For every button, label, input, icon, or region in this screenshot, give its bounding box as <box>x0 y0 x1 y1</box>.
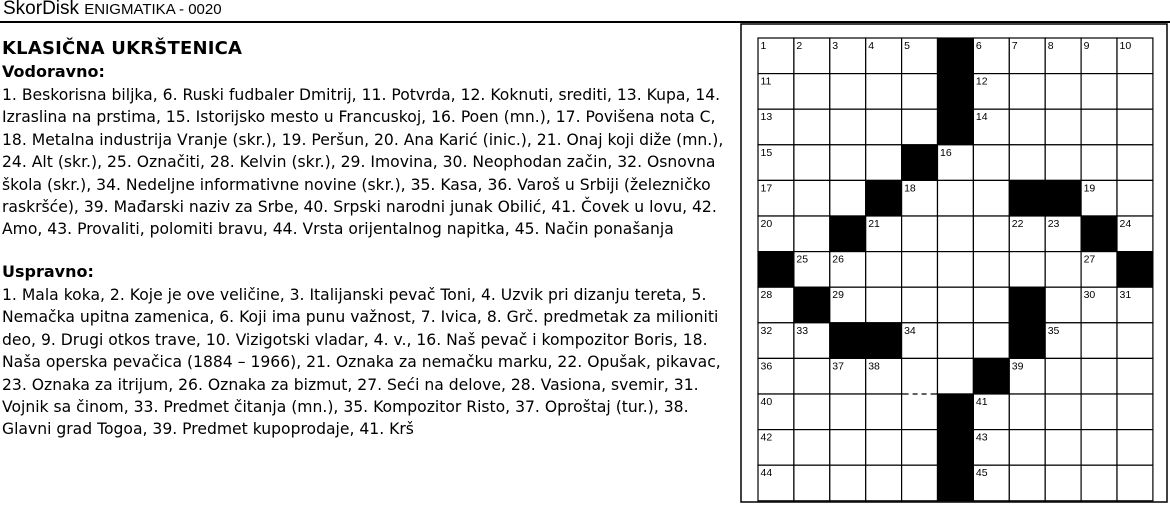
grid-cell[interactable] <box>866 109 902 145</box>
grid-cell[interactable] <box>973 287 1009 323</box>
grid-cell[interactable] <box>1009 430 1045 466</box>
grid-block <box>1117 252 1153 288</box>
grid-cell[interactable] <box>902 252 938 288</box>
grid-cell[interactable] <box>1117 145 1153 181</box>
cell-number: 9 <box>1083 40 1090 52</box>
cell-number: 27 <box>1083 253 1096 266</box>
grid-cell[interactable] <box>830 430 866 466</box>
grid-cell[interactable] <box>1009 74 1045 110</box>
cell-number: 2 <box>796 40 803 52</box>
grid-cell[interactable] <box>902 74 938 110</box>
cell-number: 44 <box>760 467 773 480</box>
grid-cell[interactable] <box>902 394 938 430</box>
grid-cell[interactable] <box>902 216 938 252</box>
grid-cell[interactable] <box>1009 252 1045 288</box>
cell-number: 13 <box>760 111 773 124</box>
cell-number: 17 <box>760 182 773 195</box>
grid-cell[interactable] <box>794 109 830 145</box>
cell-number: 36 <box>760 360 773 373</box>
grid-cell[interactable] <box>794 465 830 501</box>
grid-cell[interactable] <box>938 358 974 394</box>
grid-cell[interactable] <box>866 465 902 501</box>
cell-number: 1 <box>760 40 767 52</box>
grid-cell[interactable] <box>866 74 902 110</box>
grid-cell[interactable] <box>938 323 974 359</box>
grid-cell[interactable] <box>973 323 1009 359</box>
grid-cell[interactable] <box>1045 287 1081 323</box>
grid-cell[interactable] <box>902 430 938 466</box>
grid-block <box>1081 216 1117 252</box>
grid-cell[interactable] <box>1045 145 1081 181</box>
down-clues: 1. Mala koka, 2. Koje je ove veličine, 3. Italijanski pevač Toni, 4. Uzvik pri dizanju tereta, 5. Nemačka upitna zamenica, 6. Koji ima punu važnost, 7. Ivica, 8. Grč. predmetak za milioniti deo, 9. Drugi otkos trave, 10. Vizigotski vladar, 4. v., 16. Naš pevač i kompozitor Boris, 18. Naša operska pevačica (1884 – 1966), 21. Oznaka za nemačku marku, 22. Opušak, pikavac, 23. Oznaka za itrijum, 26. Oznaka za bizmut, 27. Seći na delove, 28. Vasiona, svemir, 31. Vojnik sa činom, 33. Predmet čitanja (mn.), 35. Kompozitor Risto, 37. Oproštaj (tur.), 38. Glavni grad Togoa, 39. Predmet kupoprodaje, 41. Krš <box>2 286 721 439</box>
cell-number: 18 <box>904 182 916 195</box>
cell-number: 34 <box>904 324 916 337</box>
grid-cell[interactable] <box>1045 74 1081 110</box>
grid-cell[interactable] <box>1045 252 1081 288</box>
grid-cell[interactable] <box>1081 74 1117 110</box>
grid-block <box>938 109 974 145</box>
grid-cell[interactable] <box>1081 323 1117 359</box>
grid-cell[interactable] <box>973 180 1009 216</box>
grid-cell[interactable] <box>1117 394 1153 430</box>
grid-cell[interactable] <box>794 180 830 216</box>
brand-name: SkorDisk <box>3 0 80 19</box>
grid-cell[interactable] <box>902 358 938 394</box>
cell-number: 12 <box>975 75 988 88</box>
grid-block <box>1009 287 1045 323</box>
cell-number: 19 <box>1083 182 1096 195</box>
grid-cell[interactable] <box>830 145 866 181</box>
grid-block <box>938 38 974 74</box>
cell-number: 16 <box>940 146 952 159</box>
grid-cell[interactable] <box>1081 358 1117 394</box>
cell-number: 31 <box>1119 289 1132 302</box>
cell-number: 39 <box>1011 360 1024 373</box>
grid-cell[interactable] <box>1117 74 1153 110</box>
grid-block <box>938 74 974 110</box>
grid-cell[interactable] <box>830 74 866 110</box>
cell-number: 42 <box>760 431 773 444</box>
cell-number: 45 <box>975 467 988 480</box>
grid-cell[interactable] <box>1081 394 1117 430</box>
grid-block <box>758 252 794 288</box>
grid-cell[interactable] <box>866 145 902 181</box>
grid-cell[interactable] <box>794 430 830 466</box>
cell-number: 11 <box>760 75 772 88</box>
cell-number: 8 <box>1047 40 1054 52</box>
cell-number: 10 <box>1119 40 1132 52</box>
grid-cell[interactable] <box>938 287 974 323</box>
grid-cell[interactable] <box>1117 323 1153 359</box>
cell-number: 14 <box>975 111 988 124</box>
grid-cell[interactable] <box>1045 109 1081 145</box>
grid-cell[interactable] <box>1117 430 1153 466</box>
grid-cell[interactable] <box>866 430 902 466</box>
cell-number: 25 <box>796 253 809 266</box>
grid-cell[interactable] <box>938 216 974 252</box>
grid-cell[interactable] <box>1117 358 1153 394</box>
cell-number: 22 <box>1011 218 1024 230</box>
grid-cell[interactable] <box>794 145 830 181</box>
grid-cell[interactable] <box>902 465 938 501</box>
grid-cell[interactable] <box>1009 109 1045 145</box>
grid-cell[interactable] <box>1045 394 1081 430</box>
grid-cell[interactable] <box>830 394 866 430</box>
grid-block <box>1045 180 1081 216</box>
grid-cell[interactable] <box>973 145 1009 181</box>
cell-number: 15 <box>760 146 773 159</box>
grid-cell[interactable] <box>830 109 866 145</box>
grid-block <box>830 216 866 252</box>
grid-cell[interactable] <box>938 180 974 216</box>
cell-number: 3 <box>832 40 839 52</box>
across-clues: 1. Beskorisna biljka, 6. Ruski fudbaler Dmitrij, 11. Potvrda, 12. Koknuti, srediti, 13. Kupa, 14. Izraslina na prstima, 15. Istorijsko mesto u Francuskoj, 16. Poen (mn.), 17. Povišena nota C, 18. Metalna industrija Vranje (skr.), 19. Peršun, 20. Ana Karić (inic.), 21. Onaj koji diže (mn.), 24. Alt (skr.), 25. Označiti, 28. Kelvin (skr.), 29. Imovina, 30. Neophodan začin, 32. Osnovna škola (skr.), 34. Nedeljne informativne novine (skr.), 35. Kasa, 36. Varoš u Srbiji (železničko raskršće), 39. Mađarski naziv za Srbe, 40. Srpski narodni junak Obilić, 41. Čovek u lovu, 42. Amo, 43. Provaliti, polomiti bravu, 44. Vrsta orijentalnog napitka, 45. Način ponašanja <box>2 86 724 239</box>
cell-number: 30 <box>1083 289 1096 302</box>
grid-cell[interactable] <box>902 287 938 323</box>
grid-cell[interactable] <box>1117 180 1153 216</box>
grid-cell[interactable] <box>1117 109 1153 145</box>
grid-cell[interactable] <box>938 252 974 288</box>
grid-block <box>902 145 938 181</box>
grid-cell[interactable] <box>794 216 830 252</box>
grid-block <box>973 358 1009 394</box>
grid-cell[interactable] <box>1081 109 1117 145</box>
cell-number: 6 <box>975 40 982 52</box>
cell-number: 23 <box>1047 218 1060 230</box>
cell-number: 32 <box>760 324 773 337</box>
cell-number: 21 <box>868 218 880 230</box>
grid-cell[interactable] <box>830 465 866 501</box>
cell-number: 5 <box>904 40 910 52</box>
grid-cell[interactable] <box>1081 465 1117 501</box>
grid-cell[interactable] <box>1081 145 1117 181</box>
grid-cell[interactable] <box>794 394 830 430</box>
cell-number: 41 <box>975 396 988 408</box>
cell-number: 33 <box>796 324 809 337</box>
cell-number: 29 <box>832 289 844 302</box>
cell-number: 35 <box>1047 324 1060 337</box>
grid-block <box>1009 323 1045 359</box>
cell-number: 24 <box>1119 218 1132 230</box>
cell-number: 37 <box>832 360 844 373</box>
grid-cell[interactable] <box>1009 394 1045 430</box>
grid-block <box>938 465 974 501</box>
cell-number: 38 <box>868 360 880 373</box>
grid-cell[interactable] <box>866 394 902 430</box>
grid-cell[interactable] <box>794 74 830 110</box>
grid-cell[interactable] <box>866 287 902 323</box>
cell-number: 26 <box>832 253 844 266</box>
grid-block <box>866 180 902 216</box>
grid-block <box>830 323 866 359</box>
puzzle-title: KLASIČNA UKRŠTENICA <box>2 38 243 59</box>
cell-number: 28 <box>760 289 773 302</box>
across-heading: Vodoravno: <box>2 62 105 81</box>
cell-number: 40 <box>760 396 773 408</box>
grid-cell[interactable] <box>973 252 1009 288</box>
grid-cell[interactable] <box>1081 430 1117 466</box>
cell-number: 4 <box>868 40 875 52</box>
grid-cell[interactable] <box>1045 358 1081 394</box>
cell-number: 43 <box>975 431 988 444</box>
cell-number: 7 <box>1011 40 1018 52</box>
down-heading: Uspravno: <box>2 262 94 281</box>
grid-cell[interactable] <box>973 216 1009 252</box>
grid-cell[interactable] <box>902 109 938 145</box>
grid-cell[interactable] <box>1117 465 1153 501</box>
grid-cell[interactable] <box>830 180 866 216</box>
grid-block <box>938 430 974 466</box>
grid-block <box>938 394 974 430</box>
cell-number: 20 <box>760 218 773 230</box>
grid-cell[interactable] <box>794 358 830 394</box>
grid-cell[interactable] <box>1045 465 1081 501</box>
grid-block <box>794 287 830 323</box>
grid-cell[interactable] <box>1009 465 1045 501</box>
grid-cell[interactable] <box>866 252 902 288</box>
brand-subtitle: ENIGMATIKA - 0020 <box>84 1 222 18</box>
grid-cell[interactable] <box>1009 145 1045 181</box>
grid-block <box>1009 180 1045 216</box>
grid-cell[interactable] <box>1045 430 1081 466</box>
grid-block <box>866 323 902 359</box>
